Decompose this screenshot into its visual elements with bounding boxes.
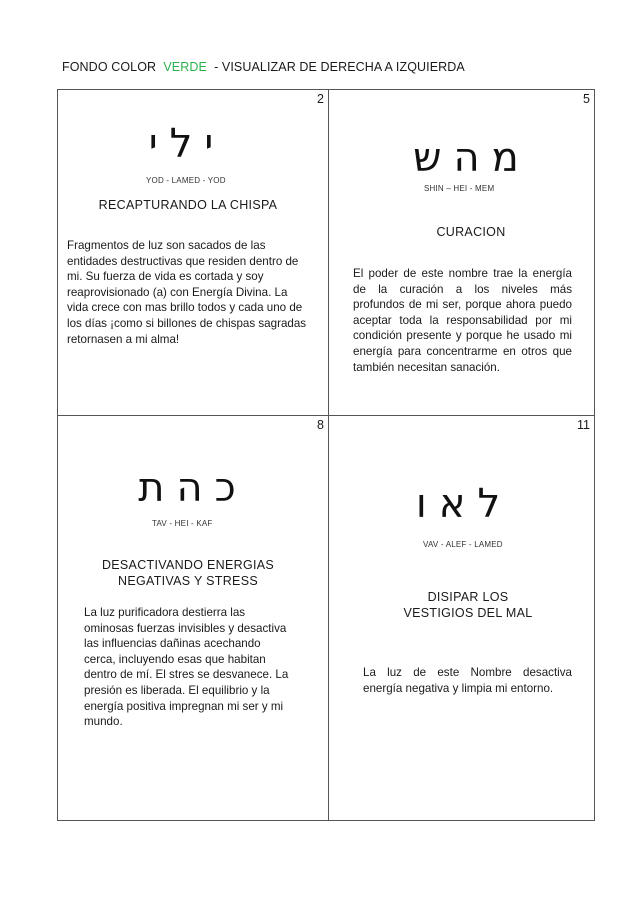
transliteration: YOD - LAMED - YOD <box>146 176 226 185</box>
transliteration: SHIN – HEI - MEM <box>424 184 495 193</box>
card-number: 11 <box>577 418 590 432</box>
cards-grid <box>57 89 595 821</box>
hebrew-letters: מהש <box>413 135 531 181</box>
card-number: 5 <box>583 92 590 106</box>
hebrew-letters: כהת <box>138 465 248 511</box>
card-number: 2 <box>317 92 324 106</box>
card-mhsh <box>329 90 594 415</box>
card-title: DESACTIVANDO ENERGIAS NEGATIVAS Y STRESS <box>101 558 275 588</box>
hebrew-letters: ילי <box>148 121 226 167</box>
card-title: RECAPTURANDO LA CHISPA <box>98 198 278 212</box>
header-suffix: - VISUALIZAR DE DERECHA A IZQUIERDA <box>214 60 465 74</box>
transliteration: VAV - ALEF - LAMED <box>423 540 503 549</box>
card-body: La luz de este Nombre desactiva energía negativa y limpia mi entorno. <box>363 666 572 695</box>
card-body: Fragmentos de luz son sacados de las entidades destructivas que residen dentro de mi. Su fuerza de vida es cortada y soy reaprovisionado (a) con Energía Divina. La vida crece con mas brillo todos y cada uno de los días ¡como si billones de chispas sagradas retornasen a mi alma! <box>67 239 307 346</box>
transliteration: TAV - HEI - KAF <box>152 519 213 528</box>
card-number: 8 <box>317 418 324 432</box>
card-kht <box>58 416 328 820</box>
card-title: CURACION <box>436 225 506 239</box>
card-body: El poder de este nombre trae la energía de la curación a los niveles más profundos de mi ser, porque ahora puedo aceptar toda la responsabilidad por mi condición presente y porque he usado mi energía para concentrarme en otros que también necesitan sanación. <box>353 267 572 374</box>
card-yly <box>58 90 328 415</box>
header-prefix: FONDO COLOR <box>62 60 157 74</box>
card-law <box>329 416 594 820</box>
header-highlight: VERDE <box>163 60 207 74</box>
card-title: DISIPAR LOS VESTIGIOS DEL MAL <box>403 590 533 620</box>
hebrew-letters: לאו <box>415 481 513 527</box>
page-header <box>62 60 465 74</box>
card-body: La luz purificadora destierra las ominosas fuerzas invisibles y desactiva las influencias dañinas acechando cerca, incluyendo esas que habitan dentro de mí. El stres se desvanece. La presión es liberada. El equilibrio y la energía positiva impregnan mi ser y mi mundo. <box>84 606 289 729</box>
